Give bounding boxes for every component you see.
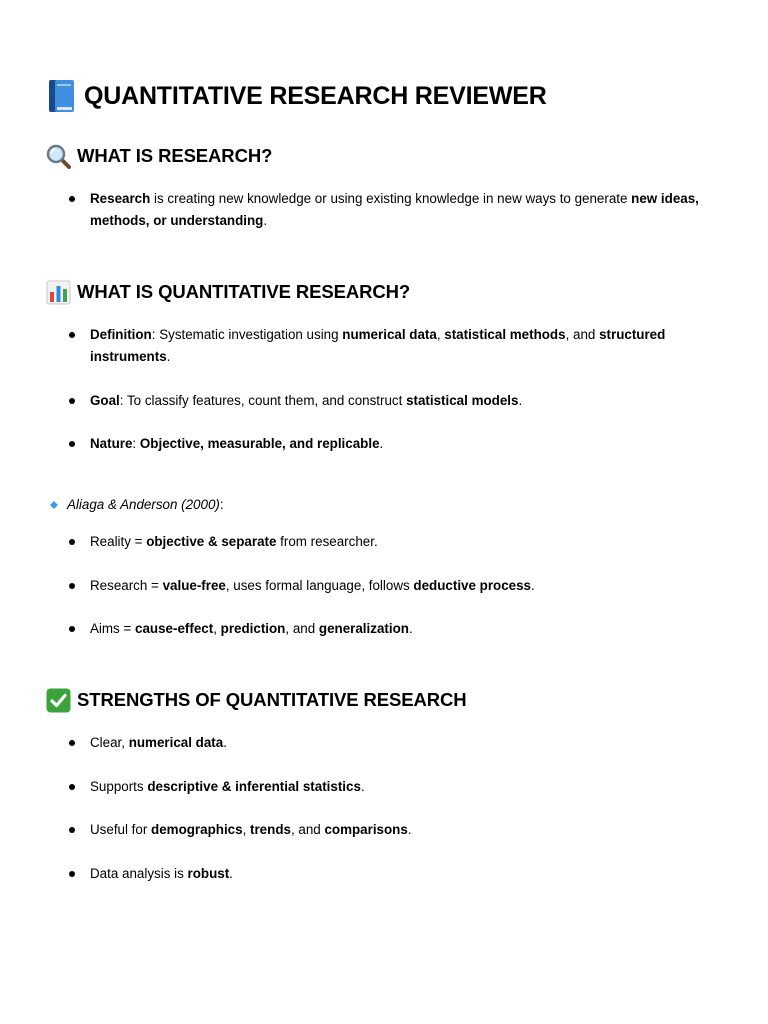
- list-item: Clear, numerical data.: [0, 732, 720, 754]
- list-item: Research is creating new knowledge or using existing knowledge in new ways to generate new ideas, methods, or understanding.: [0, 188, 720, 232]
- heading-strengths: [46, 687, 467, 713]
- list-item: Reality = objective & separate from researcher.: [0, 531, 720, 553]
- list-item: Research = value-free, uses formal language, follows deductive process.: [0, 575, 720, 597]
- doc-title-text: QUANTITATIVE RESEARCH REVIEWER: [84, 82, 547, 110]
- heading-text: WHAT IS RESEARCH?: [77, 145, 273, 166]
- list-item: Goal: To classify features, count them, and construct statistical models.: [0, 390, 720, 412]
- list-item: Nature: Objective, measurable, and replicable.: [0, 433, 720, 455]
- list-strengths: [0, 732, 720, 906]
- list-item: Definition: Systematic investigation using numerical data, statistical methods, and structured instruments.: [0, 324, 720, 368]
- list-item: Data analysis is robust.: [0, 863, 720, 885]
- heading-text: STRENGTHS OF QUANTITATIVE RESEARCH: [77, 689, 467, 710]
- list-aliaga-anderson: [0, 531, 720, 662]
- doc-title: [46, 78, 547, 114]
- citation-suffix: :: [219, 497, 224, 512]
- heading-what-is-research: [46, 143, 272, 169]
- citation-aliaga-anderson: [50, 494, 224, 516]
- list-what-is-research: [0, 188, 720, 254]
- blue-book-icon: [46, 79, 78, 113]
- check-mark-button-icon: [46, 688, 71, 713]
- citation-text: Aliaga & Anderson (2000): [67, 497, 220, 512]
- heading-what-is-quantitative-research: [46, 279, 410, 305]
- small-blue-diamond-icon: [50, 501, 58, 509]
- list-item: Useful for demographics, trends, and comparisons.: [0, 819, 720, 841]
- heading-text: WHAT IS QUANTITATIVE RESEARCH?: [77, 281, 411, 302]
- bar-chart-icon: [46, 280, 71, 305]
- list-item: Supports descriptive & inferential statistics.: [0, 776, 720, 798]
- magnifying-glass-icon: [46, 144, 71, 169]
- list-what-is-quantitative-research: [0, 324, 720, 477]
- list-item: Aims = cause-effect, prediction, and generalization.: [0, 618, 720, 640]
